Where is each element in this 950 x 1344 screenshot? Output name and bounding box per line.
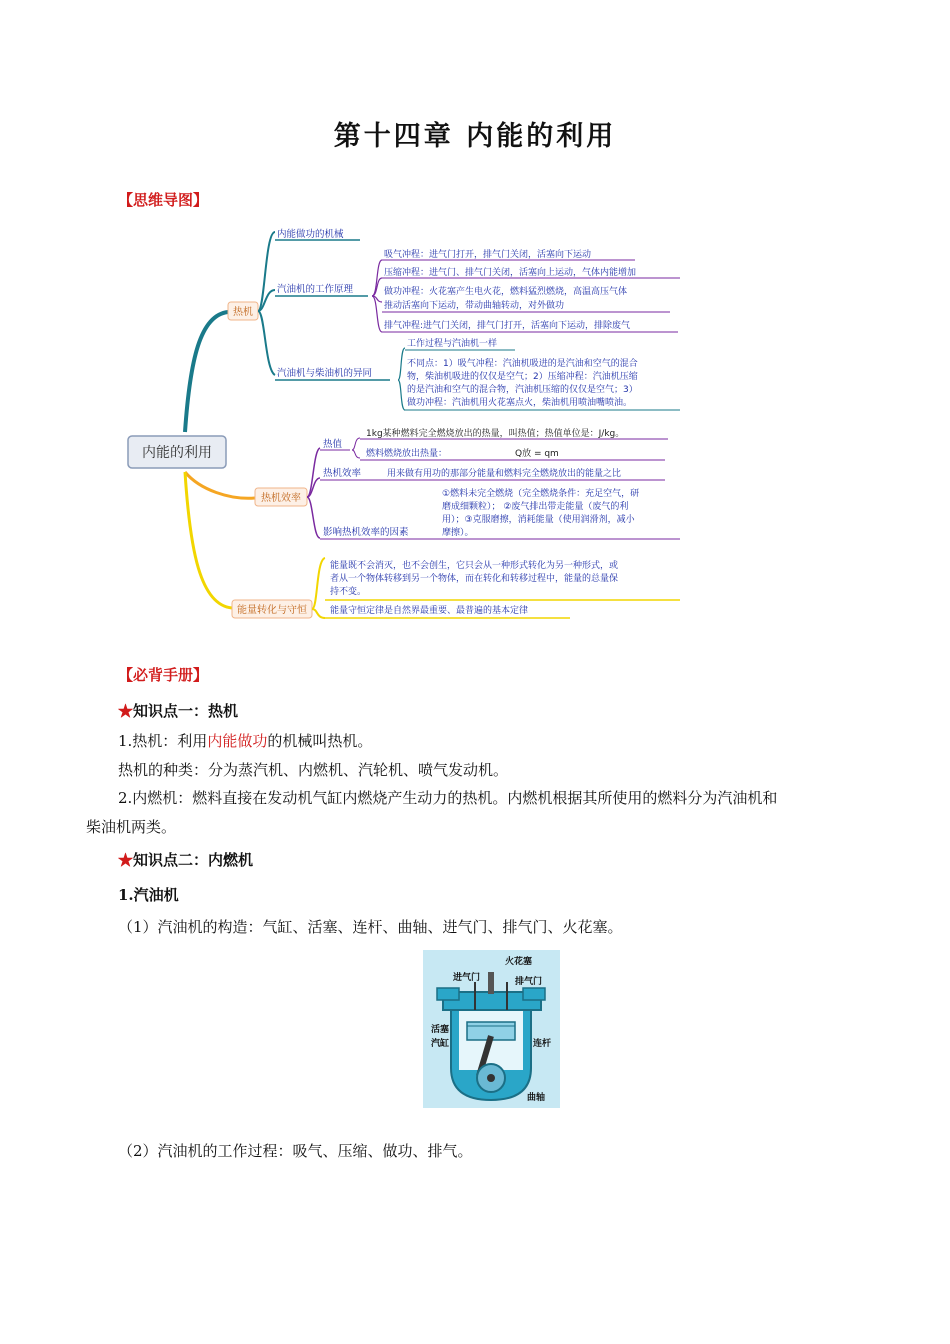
stroke-compression: 压缩冲程：进气门、排气门关闭，活塞向上运动，气体内能增加 [384,268,637,278]
label-rod: 连杆 [533,1039,552,1049]
kp2-title: 知识点二：内燃机 [133,851,254,869]
kp1-paragraph-3b: 柴油机两类。 [86,818,177,836]
heat-engine-node: 热机 [233,307,253,318]
heat-value-def: 1kg某种燃料完全燃烧放出的热量，叫热值；热值单位是：J/kg。 [366,429,625,439]
kp2-subheading: 1.汽油机 [118,886,179,904]
diff-line-2: 物，柴油机吸进的仅仅是空气；2）压缩冲程：汽油机压缩 [407,372,638,382]
machine-label: 内能做功的机械 [277,229,344,240]
conservation-line-3: 持不变。 [330,587,367,597]
label-intake: 进气门 [453,973,481,983]
stroke-power-2: 推动活塞向下运动，带动曲轴转动，对外做功 [384,301,565,311]
eff-def: 用来做有用功的那部分能量和燃料完全燃烧放出的能量之比 [387,469,622,479]
knowledge-point-1-heading [118,700,238,721]
knowledge-point-2-heading [118,849,253,870]
factor-line-4: 摩擦）。 [442,528,474,538]
handbook-heading: 【必背手册】 [118,666,209,684]
heat-value-label: 热值 [323,439,343,450]
diff-line-1: 不同点：1）吸气冲程：汽油机吸进的是汽油和空气的混合 [407,359,638,369]
efficiency-node: 热机效率 [261,493,301,504]
eff-label: 热机效率 [323,468,362,479]
kp1-p1-pre: 1.热机：利用 [118,732,208,750]
stroke-exhaust: 排气冲程:进气门关闭，排气门打开，活塞向下运动，排除废气 [384,321,631,331]
star-icon: ★ [118,702,134,720]
label-crank: 曲轴 [527,1093,546,1103]
label-cylinder: 汽缸 [431,1039,450,1049]
heat-release-label: 燃料燃烧放出热量： [366,449,448,459]
same-label: 工作过程与汽油机一样 [407,339,498,349]
factor-line-3: 用）；③克服磨擦，消耗能量（使用润滑剂，减小 [442,515,635,525]
kp1-paragraph-1 [118,727,372,755]
label-spark: 火花塞 [505,957,533,967]
conservation-node: 能量转化与守恒 [237,605,307,616]
kp1-p1-post: 的机械叫热机。 [267,732,373,750]
stroke-intake: 吸气冲程：进气门打开，排气门关闭，活塞向下运动 [384,250,592,260]
kp1-paragraph-2: 热机的种类：分为蒸汽机、内燃机、汽轮机、喷气发动机。 [118,761,509,779]
diff-line-4: 做功冲程：汽油机用火花塞点火，柴油机用喷油嘴喷油。 [407,398,633,408]
factor-line-2: 磨成细颗粒）； ②废气排出带走能量（废气的利 [442,502,629,512]
conservation-law: 能量守恒定律是自然界最重要、最普遍的基本定律 [330,606,529,616]
root-node: 内能的利用 [142,445,212,461]
kp2-paragraph-2: （2）汽油机的工作过程：吸气、压缩、做功、排气。 [118,1142,473,1160]
factors-label: 影响热机效率的因素 [323,527,409,538]
kp1-p1-highlight: 内能做功 [207,732,268,750]
conservation-line-2: 者从一个物体转移到另一个物体，而在转化和转移过程中，能量的总量保 [330,574,619,584]
kp1-title: 知识点一：热机 [133,702,239,720]
conservation-line-1: 能量既不会消灭，也不会创生，它只会从一种形式转化为另一种形式，或 [330,561,619,571]
diff-line-3: 的是汽油和空气的混合物，汽油机压缩的仅仅是空气；3） [407,385,638,395]
stroke-power-1: 做功冲程：火花塞产生电火花，燃料猛烈燃烧，高温高压气体 [384,287,628,297]
gasoline-engine-diagram [423,950,560,1108]
page-title: 第十四章 内能的利用 [333,121,617,152]
mindmap-heading: 【思维导图】 [118,191,209,209]
factor-line-1: ①燃料未完全燃烧（完全燃烧条件：充足空气，研 [442,489,640,499]
label-piston: 活塞 [431,1025,450,1035]
kp1-paragraph-3a: 2.内燃机：燃料直接在发动机气缸内燃烧产生动力的热机。内燃机根据其所使用的燃料分为汽油机和 [118,789,778,807]
diff-label: 汽油机与柴油机的异同 [277,368,373,379]
heat-formula: Q放 = qm [515,449,559,459]
star-icon: ★ [118,851,134,869]
gasoline-principle-label: 汽油机的工作原理 [277,284,354,295]
mind-map [120,220,700,630]
label-exhaust: 排气门 [515,977,543,987]
kp2-paragraph-1: （1）汽油机的构造：气缸、活塞、连杆、曲轴、进气门、排气门、火花塞。 [118,918,623,936]
